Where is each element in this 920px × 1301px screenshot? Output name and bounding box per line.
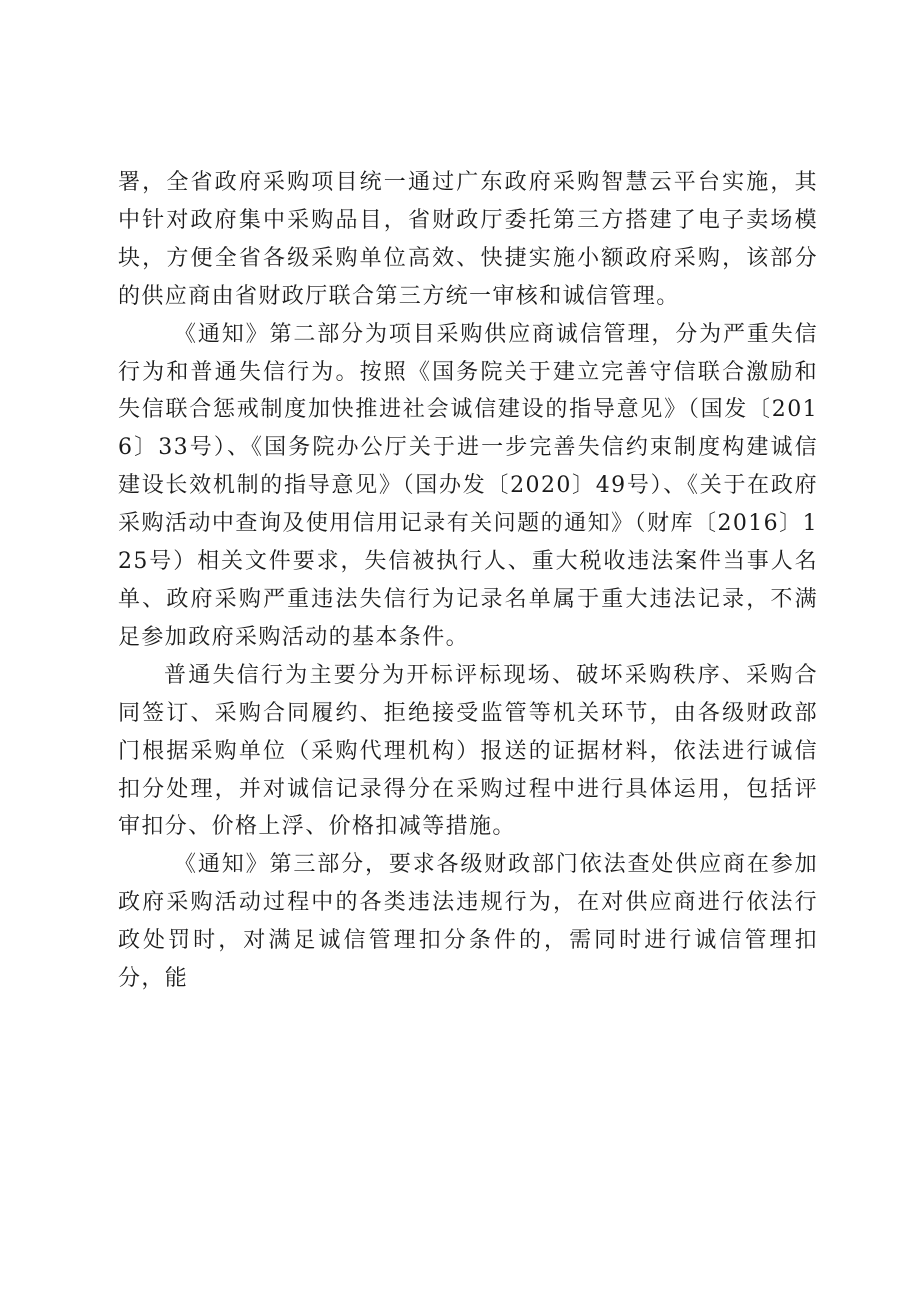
document-body bbox=[118, 164, 818, 998]
paragraph-general-dishonesty: 普通失信行为主要分为开标评标现场、破坏采购秩序、采购合同签订、采购合同履约、拒绝接受监管等机关环节，由各级财政部门根据采购单位（采购代理机构）报送的证据材料，依法进行诚信扣分处理，并对诚信记录得分在采购过程中进行具体运用，包括评审扣分、价格上浮、价格扣减等措施。 bbox=[118, 662, 818, 840]
paragraph-notice-part-three: 《通知》第三部分，要求各级财政部门依法查处供应商在参加政府采购活动过程中的各类违法违规行为，在对供应商进行依法行政处罚时，对满足诚信管理扣分条件的，需同时进行诚信管理扣分，能 bbox=[118, 852, 818, 992]
paragraph-continuation: 署，全省政府采购项目统一通过广东政府采购智慧云平台实施，其中针对政府集中采购品目，省财政厅委托第三方搭建了电子卖场模块，方便全省各级采购单位高效、快捷实施小额政府采购，该部分的供应商由省财政厅联合第三方统一审核和诚信管理。 bbox=[118, 170, 818, 309]
paragraph-notice-part-two: 《通知》第二部分为项目采购供应商诚信管理，分为严重失信行为和普通失信行为。按照《国务院关于建立完善守信联合激励和失信联合惩戒制度加快推进社会诚信建设的指导意见》（国发〔2016〕33号）、《国务院办公厅关于进一步完善失信约束制度构建诚信建设长效机制的指导意见》（国办发〔2020〕49号）、《关于在政府采购活动中查询及使用信用记录有关问题的通知》（财库〔2016〕125号）相关文件要求，失信被执行人、重大税收违法案件当事人名单、政府采购严重违法失信行为记录名单属于重大违法记录，不满足参加政府采购活动的基本条件。 bbox=[118, 321, 818, 650]
